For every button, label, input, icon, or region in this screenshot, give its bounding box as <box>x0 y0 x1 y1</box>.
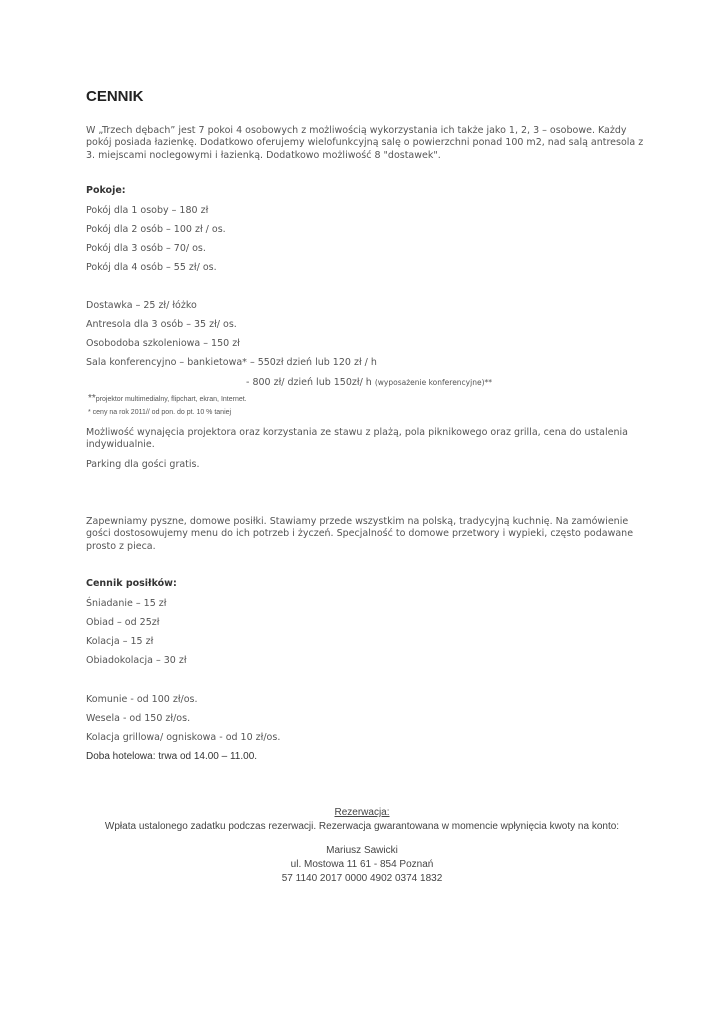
event-price-wedding: Wesela - od 150 zł/os. <box>86 713 191 724</box>
meals-heading: Cennik posiłków: <box>86 578 177 589</box>
meal-price-dinner: Kolacja – 15 zł <box>86 636 154 647</box>
footnote-equipment-text: projektor multimedialny, flipchart, ekran, Internet. <box>95 396 247 403</box>
intro-paragraph: W „Trzech dębach” jest 7 pokoi 4 osobowych z możliwością wykorzystania ich także jako 1, 2, 3 – osobowe. Każdy pokój posiada łazienkę. Dodatkowo oferujemy wielofunkcyjną salę o powierzchni ponad 100 m2, nad salą antresola z 3. miejscami noclegowymi i łazienką. Dodatkowo możliwość 8 "dostawek". <box>86 125 644 161</box>
meals-intro: Zapewniamy pyszne, domowe posiłki. Stawiamy przede wszystkim na polską, tradycyjną kuchnię. Na zamówienie gości dostosowujemy menu do ich potrzeb i życzeń. Specjalność to domowe przetwory i wypieki, często podawane prosto z pieca. <box>86 516 634 552</box>
conference-hall-price: Sala konferencyjno – bankietowa* – 550zł dzień lub 120 zł / h <box>86 357 377 368</box>
training-day-price: Osobodoba szkoleniowa – 150 zł <box>86 338 240 349</box>
room-price-4: Pokój dla 4 osób – 55 zł/ os. <box>86 262 217 273</box>
additional-options: Możliwość wynajęcia projektora oraz korzystania ze stawu z plażą, pola piknikowego oraz grilla, cena do ustalenia indywidualnie. <box>86 427 628 451</box>
meal-price-lunch: Obiad – od 25zł <box>86 617 160 628</box>
footnote-equipment <box>88 394 247 404</box>
room-price-3: Pokój dla 3 osób – 70/ os. <box>86 243 206 254</box>
footnote-stars: ** <box>88 393 96 404</box>
meal-price-breakfast: Śniadanie – 15 zł <box>86 598 167 609</box>
hotel-day-info: Doba hotelowa: trwa od 14.00 – 11.00. <box>86 751 258 762</box>
event-price-communion: Komunie - od 100 zł/os. <box>86 694 198 705</box>
rooms-heading: Pokoje: <box>86 185 126 196</box>
conference-equipped-note: (wyposażenie konferencyjne)** <box>374 378 492 387</box>
conference-hall-price-equipped <box>246 377 492 389</box>
reservation-text: Wpłata ustalonego zadatku podczas rezerwacji. Rezerwacja gwarantowana w momencie wpłynięcia kwoty na konto: <box>104 821 620 832</box>
parking-info: Parking dla gości gratis. <box>86 459 200 470</box>
extra-bed-price: Dostawka – 25 zł/ łóżko <box>86 300 197 311</box>
room-price-1: Pokój dla 1 osoby – 180 zł <box>86 205 209 216</box>
account-holder-name: Mariusz Sawicki <box>326 845 398 856</box>
reservation-heading: Rezerwacja: <box>334 807 390 818</box>
event-price-grill: Kolacja grillowa/ ogniskowa - od 10 zł/os. <box>86 732 281 743</box>
conference-equipped-price: - 800 zł/ dzień lub 150zł/ h <box>246 377 372 388</box>
account-holder-address: ul. Mostowa 11 61 - 854 Poznań <box>290 859 434 870</box>
meal-price-lunch-dinner: Obiadokolacja – 30 zł <box>86 655 187 666</box>
page-title: CENNIK <box>86 88 144 105</box>
room-price-2: Pokój dla 2 osób – 100 zł / os. <box>86 224 226 235</box>
bank-account-number: 57 1140 2017 0000 4902 0374 1832 <box>281 873 443 884</box>
footnote-prices: * ceny na rok 2011// od pon. do pt. 10 % taniej <box>88 409 232 416</box>
mezzanine-price: Antresola dla 3 osób – 35 zł/ os. <box>86 319 237 330</box>
